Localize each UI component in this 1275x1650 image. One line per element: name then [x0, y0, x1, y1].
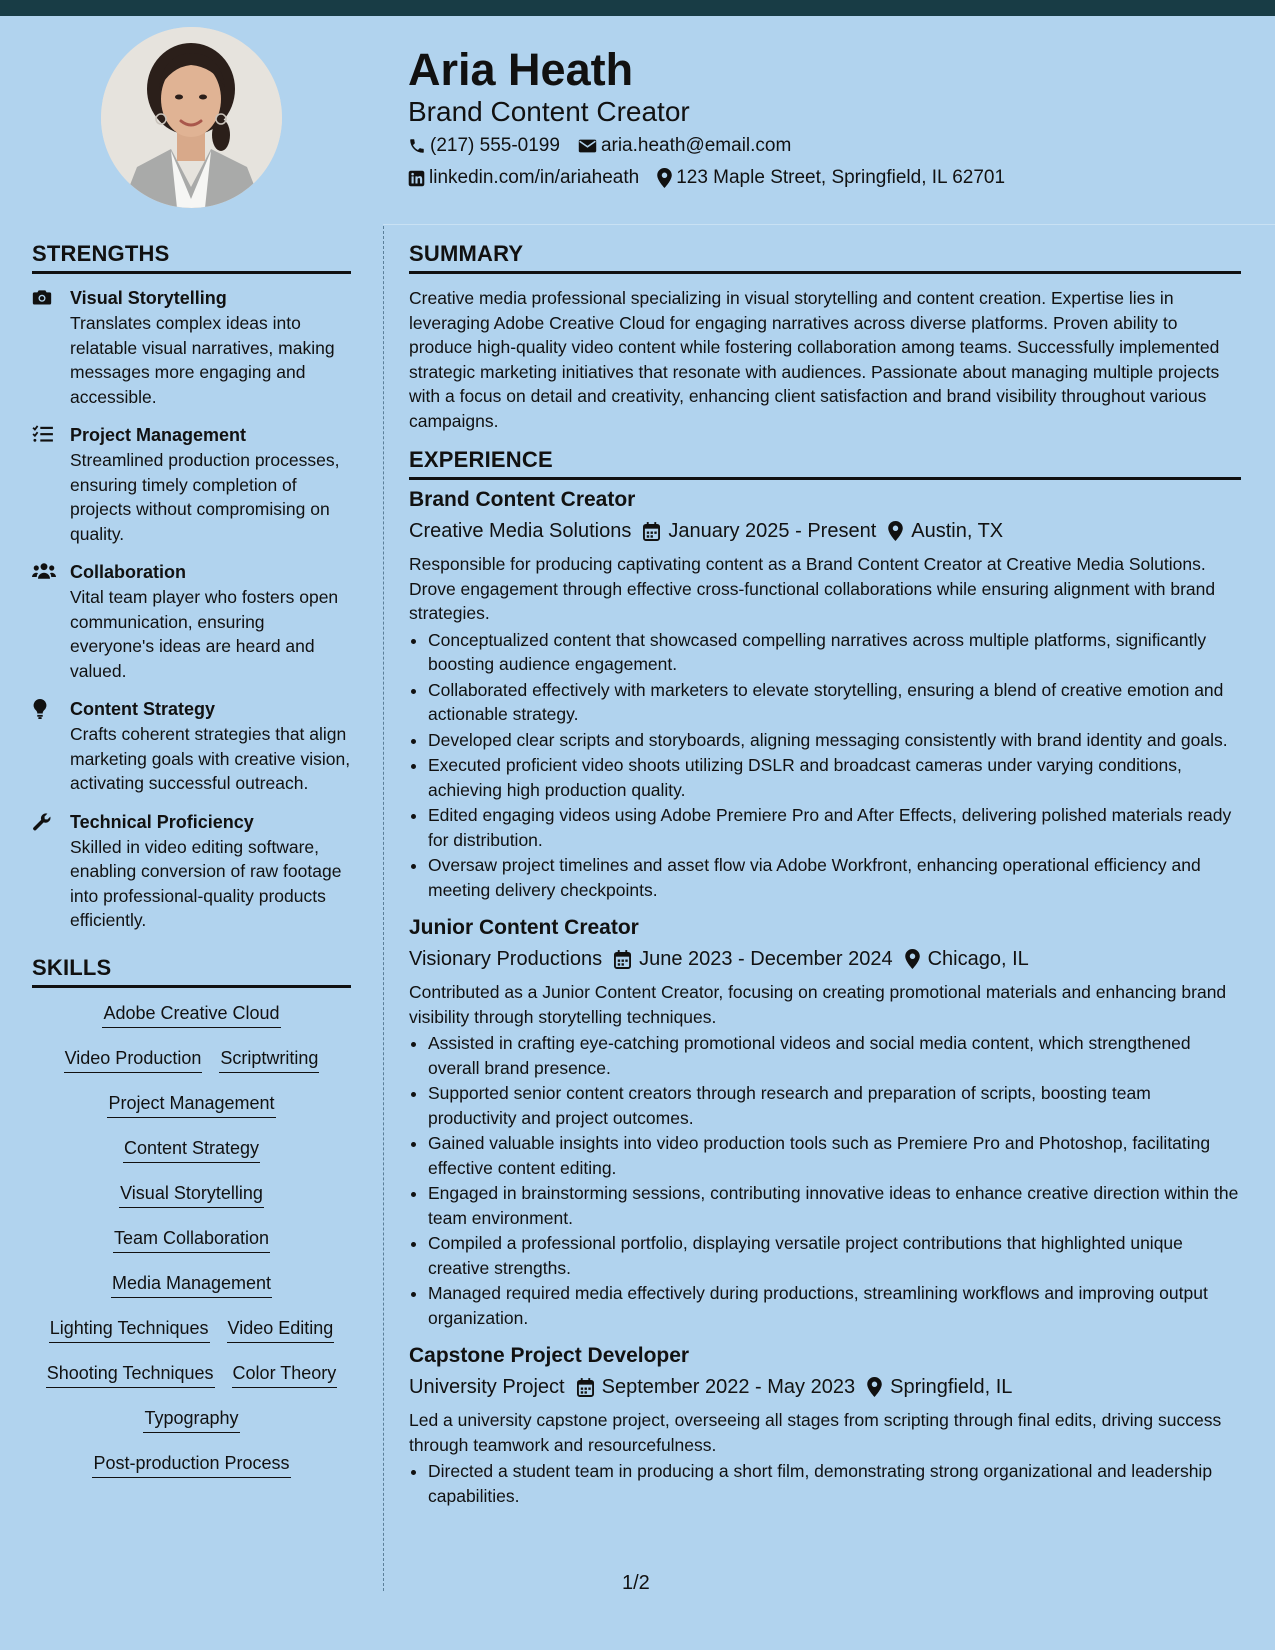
skill-tag: Scriptwriting	[219, 1045, 319, 1073]
envelope-icon	[578, 138, 597, 154]
skill-tag: Visual Storytelling	[119, 1180, 264, 1208]
bullet-item: • Compiled a professional portfolio, displaying versatile project contributions that highlighted unique creative strengths.	[428, 1231, 1241, 1280]
bullet-item: • Developed clear scripts and storyboards, aligning messaging consistently with brand identity and goals.	[428, 728, 1241, 753]
strength-title: Collaboration	[70, 562, 186, 582]
job-entry	[409, 486, 1241, 902]
strength-desc: Crafts coherent strategies that align marketing goals with creative vision, activating successful outreach.	[70, 724, 351, 793]
job-company: University Project	[409, 1376, 565, 1398]
job-meta	[409, 516, 1241, 546]
map-pin-icon	[905, 949, 920, 969]
strength-item	[32, 423, 351, 546]
bullet-item: • Assisted in crafting eye-catching promotional videos and social media content, which strengthened overall brand presence.	[428, 1031, 1241, 1080]
skill-tag: Project Management	[107, 1090, 275, 1118]
strength-item	[32, 286, 351, 409]
strength-title: Technical Proficiency	[70, 811, 254, 832]
bullet-item: • Edited engaging videos using Adobe Premiere Pro and After Effects, delivering polished materials ready for distribution.	[428, 803, 1241, 852]
strength-title: Content Strategy	[70, 699, 216, 719]
email-contact	[578, 133, 791, 159]
skill-tag: Video Editing	[227, 1315, 335, 1343]
right-column	[409, 241, 1241, 1520]
phone-contact	[408, 133, 560, 159]
address-contact	[657, 165, 1005, 191]
skills-list	[32, 1000, 351, 1495]
skill-tag: Post-production Process	[92, 1450, 290, 1478]
strengths-heading: STRENGTHS	[32, 241, 351, 274]
email-link[interactable]: aria.heath@email.com	[600, 135, 792, 156]
contact-line-2	[408, 165, 1023, 191]
header-divider	[383, 224, 1275, 225]
skill-tag: Team Collaboration	[113, 1225, 270, 1253]
strength-item	[32, 560, 351, 683]
skill-tag: Shooting Techniques	[46, 1360, 215, 1388]
skill-tag: Color Theory	[232, 1360, 338, 1388]
users-icon	[32, 562, 56, 580]
job-description: Contributed as a Junior Content Creator, focusing on creating promotional materials and enhancing brand visibility through storytelling techniques.	[409, 982, 1227, 1027]
strength-desc: Translates complex ideas into relatable visual narratives, making messages more engaging and accessible.	[70, 313, 335, 407]
job-location: Austin, TX	[911, 520, 1004, 542]
strength-item	[32, 810, 351, 933]
bullet-item: • Supported senior content creators through research and preparation of scripts, boosting team productivity and project outcomes.	[428, 1081, 1241, 1130]
contact-line-1	[408, 133, 809, 159]
camera-icon	[32, 288, 52, 306]
job-location: Chicago, IL	[927, 948, 1029, 970]
strength-item	[32, 697, 351, 796]
bullet-item: • Executed proficient video shoots utilizing DSLR and broadcast cameras under varying conditions, achieving high production quality.	[428, 753, 1241, 802]
job-location: Springfield, IL	[890, 1376, 1013, 1398]
job-dates: January 2025 - Present	[668, 520, 877, 542]
job-entry	[409, 914, 1241, 1330]
bullet-item: • Directed a student team in producing a short film, demonstrating strong organizational and leadership capabilities.	[428, 1459, 1241, 1508]
linkedin-link[interactable]: linkedin.com/in/ariaheath	[429, 167, 640, 188]
wrench-icon	[32, 812, 52, 832]
job-bullets	[409, 1459, 1241, 1508]
linkedin-contact	[408, 165, 639, 191]
experience-heading: EXPERIENCE	[409, 447, 1241, 480]
column-divider	[383, 226, 384, 1591]
calendar-icon	[577, 1378, 594, 1397]
calendar-icon	[643, 522, 660, 541]
profile-photo	[101, 27, 282, 208]
phone-text[interactable]: (217) 555-0199	[430, 135, 560, 156]
candidate-title: Brand Content Creator	[408, 96, 690, 127]
job-title: Junior Content Creator	[409, 916, 639, 939]
strength-desc: Skilled in video editing software, enabling conversion of raw footage into professional-quality products efficiently.	[70, 836, 342, 930]
summary-heading: SUMMARY	[409, 241, 1241, 274]
map-pin-icon	[657, 168, 672, 188]
job-meta	[409, 944, 1241, 974]
bullet-item: • Collaborated effectively with marketers to elevate storytelling, ensuring a blend of creative emotion and actionable strategy.	[428, 678, 1241, 727]
skill-tag: Adobe Creative Cloud	[102, 1000, 280, 1028]
bullet-item: • Oversaw project timelines and asset flow via Adobe Workfront, enhancing operational efficiency and meeting delivery checkpoints.	[428, 853, 1241, 902]
job-bullets	[409, 628, 1241, 903]
bullet-item: • Conceptualized content that showcased compelling narratives across multiple platforms, significantly boosting audience engagement.	[428, 628, 1241, 677]
page-number: 1/2	[622, 1572, 650, 1594]
job-dates: June 2023 - December 2024	[639, 948, 893, 970]
job-entry	[409, 1342, 1241, 1508]
job-title: Capstone Project Developer	[409, 1344, 690, 1367]
skills-heading: SKILLS	[32, 955, 351, 988]
linkedin-icon	[408, 170, 425, 187]
skill-tag: Lighting Techniques	[49, 1315, 210, 1343]
map-pin-icon	[867, 1377, 882, 1397]
skill-tag: Video Production	[64, 1045, 203, 1073]
job-company: Visionary Productions	[409, 948, 603, 970]
job-bullets	[409, 1031, 1241, 1330]
candidate-name: Aria Heath	[408, 44, 634, 95]
calendar-icon	[614, 950, 631, 969]
strength-title: Visual Storytelling	[70, 288, 227, 308]
job-company: Creative Media Solutions	[409, 520, 632, 542]
top-bar	[0, 0, 1275, 16]
bullet-item: • Gained valuable insights into video production tools such as Premiere Pro and Photoshop, facilitating effective content editing.	[428, 1131, 1241, 1180]
skill-tag: Content Strategy	[123, 1135, 260, 1163]
left-column	[32, 241, 351, 1495]
job-dates: September 2022 - May 2023	[601, 1376, 856, 1398]
lightbulb-icon	[32, 699, 48, 719]
job-meta	[409, 1372, 1241, 1402]
bullet-item: • Engaged in brainstorming sessions, contributing innovative ideas to enhance creative direction within the team environment.	[428, 1181, 1241, 1230]
address-text: 123 Maple Street, Springfield, IL 62701	[676, 167, 1006, 188]
phone-icon	[408, 137, 426, 155]
job-description: Led a university capstone project, overseeing all stages from scripting through final edits, driving success through teamwork and resourcefulness.	[409, 1410, 1222, 1455]
checklist-icon	[32, 425, 54, 443]
strength-desc: Streamlined production processes, ensuring timely completion of projects without compromising on quality.	[70, 450, 340, 544]
map-pin-icon	[888, 521, 903, 541]
bullet-item: • Managed required media effectively during productions, streamlining workflows and improving output organization.	[428, 1281, 1241, 1330]
summary-text: Creative media professional specializing in visual storytelling and content creation. Expertise lies in leveraging Adobe Creative Cloud for engaging narratives across diverse platforms. Proven ability to produce high-quality video content while fostering collaboration among teams. Successfully implemented strategic marketing initiatives that resonate with audiences. Passionate about managing multiple projects with a focus on detail and creativity, enhancing client satisfaction and brand visibility throughout various campaigns.	[409, 288, 1220, 431]
job-title: Brand Content Creator	[409, 488, 636, 511]
job-description: Responsible for producing captivating content as a Brand Content Creator at Creative Media Solutions. Drove engagement through effective cross-functional collaborations while ensuring alignment with brand strategies.	[409, 554, 1216, 623]
strength-desc: Vital team player who fosters open communication, ensuring everyone's ideas are heard and valued.	[70, 587, 339, 681]
strength-title: Project Management	[70, 425, 247, 445]
skill-tag: Media Management	[111, 1270, 272, 1298]
skill-tag: Typography	[143, 1405, 239, 1433]
